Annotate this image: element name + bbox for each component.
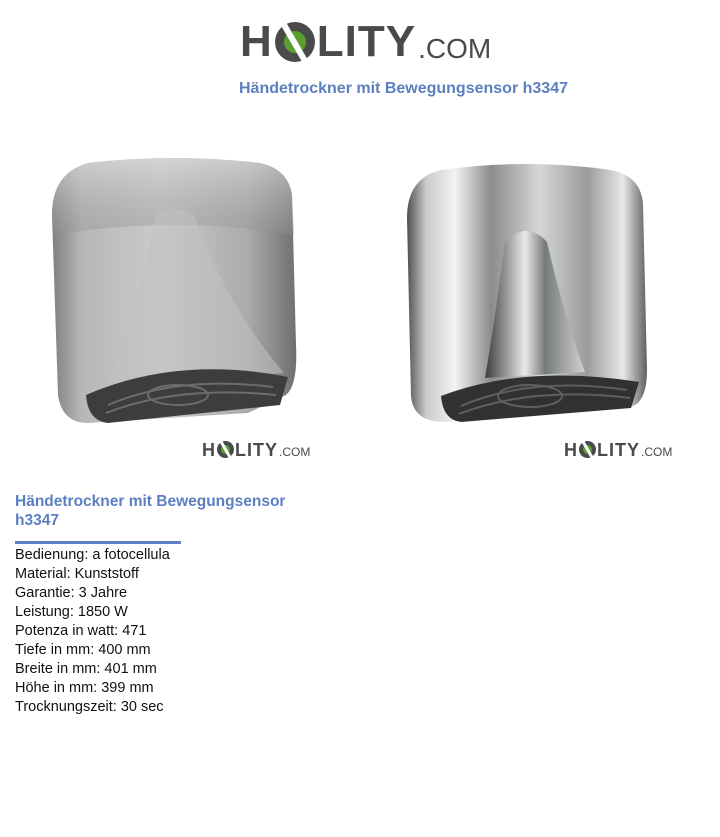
product-image-matte xyxy=(48,155,300,430)
site-logo[interactable] xyxy=(240,14,491,64)
logo-dotcom: .COM xyxy=(418,33,492,64)
spec-item: Breite in mm: 401 mm xyxy=(15,661,157,677)
logo-o-icon xyxy=(275,22,315,62)
spec-item: Garantie: 3 Jahre xyxy=(15,585,128,601)
logo-letters-lity: LITY xyxy=(235,440,278,460)
watermark-logo-2 xyxy=(564,437,672,459)
logo-dotcom: .COM xyxy=(641,445,673,459)
logo-letter-h: H xyxy=(240,17,273,66)
spec-item: Trocknungszeit: 30 sec xyxy=(15,699,164,715)
watermark-logo-1 xyxy=(202,437,310,459)
product-image-polished xyxy=(405,160,650,428)
logo-dotcom: .COM xyxy=(279,445,311,459)
page-title: Händetrockner mit Bewegungsensor h3347 xyxy=(239,80,568,97)
logo-letters-lity: LITY xyxy=(597,440,640,460)
logo-letter-h: H xyxy=(564,440,578,460)
spec-item: Potenza in watt: 471 xyxy=(15,623,147,639)
logo-o-icon xyxy=(217,441,234,458)
logo-letters-lity: LITY xyxy=(316,17,417,66)
spec-item: Höhe in mm: 399 mm xyxy=(15,680,154,696)
spec-item: Leistung: 1850 W xyxy=(15,604,128,620)
spec-item: Material: Kunststoff xyxy=(15,566,139,582)
title-underline-divider xyxy=(15,541,181,544)
product-title: Händetrockner mit Bewegungsensor h3347 xyxy=(15,493,286,529)
spec-list xyxy=(15,546,170,717)
spec-item: Tiefe in mm: 400 mm xyxy=(15,642,151,658)
spec-item: Bedienung: a fotocellula xyxy=(15,547,170,563)
logo-o-icon xyxy=(579,441,596,458)
logo-letter-h: H xyxy=(202,440,216,460)
